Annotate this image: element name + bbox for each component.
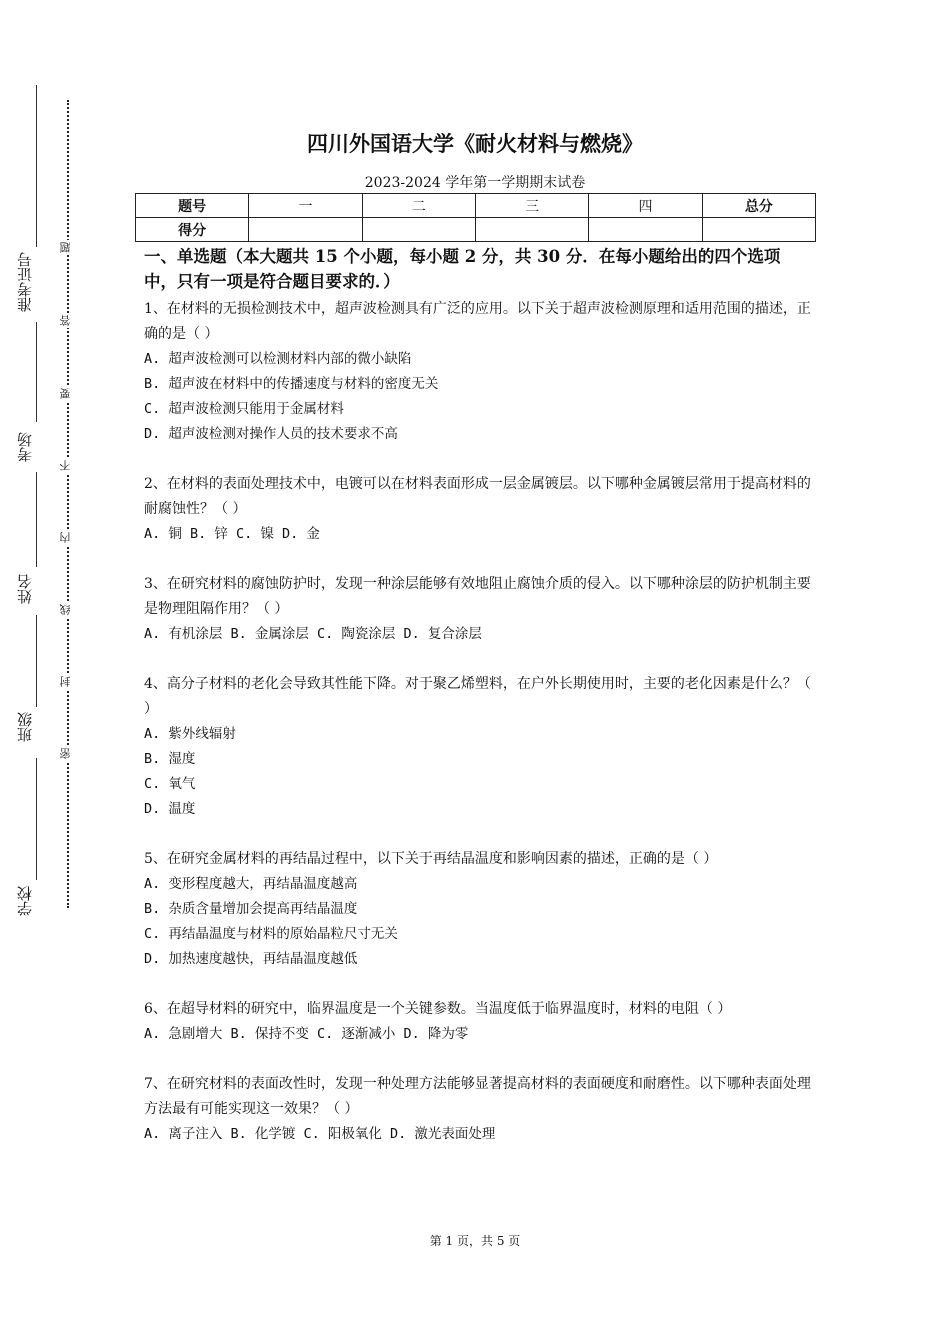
score-table-score-row — [136, 218, 816, 242]
question-stem: 7、在研究材料的表面改性时，发现一种处理方法能够显著提高材料的表面硬度和耐磨性。以下哪种表面处理方法最有可能实现这一效果？（ ） — [144, 1076, 811, 1117]
score-entry-cell[interactable] — [702, 218, 815, 242]
exam-room-label: 考场 — [16, 432, 34, 462]
score-table — [135, 193, 816, 242]
seal-char: 密 — [59, 748, 72, 759]
question-stem: 3、在研究材料的腐蚀防护时，发现一种涂层能够有效地阻止腐蚀介质的侵入。以下哪种涂层的防护机制主要是物理阻隔作用？（ ） — [144, 576, 811, 617]
question-option: A. 有机涂层 B. 金属涂层 C. 陶瓷涂层 D. 复合涂层 — [144, 626, 482, 642]
exam-id-label: 准考证号 — [16, 252, 34, 312]
question-1 — [144, 297, 812, 447]
class-label: 班级 — [16, 712, 34, 742]
question-5 — [144, 847, 812, 972]
exam-title: 四川外国语大学《耐火材料与燃烧》 — [307, 132, 643, 156]
exam-subtitle: 2023-2024 学年第一学期期末试卷 — [364, 175, 586, 191]
question-option: C. 再结晶温度与材料的原始晶粒尺寸无关 — [144, 926, 398, 942]
question-2 — [144, 472, 812, 547]
question-stem: 4、高分子材料的老化会导致其性能下降。对于聚乙烯塑料，在户外长期使用时，主要的老化因素是什么？（ ） — [144, 676, 811, 717]
score-table-header-row — [136, 194, 816, 218]
score-table-cell: 题号 — [136, 194, 249, 218]
exam-id-underline — [36, 85, 37, 247]
question-option: A. 超声波检测可以检测材料内部的微小缺陷 — [144, 351, 412, 367]
question-option: A. 变形程度越大，再结晶温度越高 — [144, 876, 358, 892]
question-option: A. 离子注入 B. 化学镀 C. 阳极氧化 D. 激光表面处理 — [144, 1126, 496, 1142]
school-underline — [36, 758, 37, 880]
seal-char: 内 — [59, 532, 72, 543]
question-option: D. 温度 — [144, 801, 196, 817]
question-option: C. 氧气 — [144, 776, 196, 792]
question-stem: 2、在材料的表面处理技术中，电镀可以在材料表面形成一层金属镀层。以下哪种金属镀层常用于提高材料的耐腐蚀性？（ ） — [144, 476, 811, 517]
question-stem: 6、在超导材料的研究中，临界温度是一个关键参数。当温度低于临界温度时，材料的电阻（ ） — [144, 1001, 732, 1017]
question-stem: 5、在研究金属材料的再结晶过程中，以下关于再结晶温度和影响因素的描述，正确的是（ ） — [144, 851, 718, 867]
section-heading: 一、单选题（本大题共 15 个小题，每小题 2 分，共 30 分．在每小题给出的四个选项中，只有一项是符合题目要求的．） — [144, 247, 781, 291]
seal-char: 题 — [59, 242, 72, 253]
question-3 — [144, 572, 812, 647]
seal-char: 不 — [59, 460, 72, 471]
seal-char: 线 — [59, 604, 72, 615]
score-table-cell: 四 — [589, 194, 702, 218]
score-entry-cell[interactable] — [589, 218, 702, 242]
question-option: B. 杂质含量增加会提高再结晶温度 — [144, 901, 358, 917]
name-underline — [36, 472, 37, 567]
school-label: 学校 — [16, 886, 34, 916]
page-number: 第 1 页，共 5 页 — [429, 1234, 521, 1248]
score-table-cell: 三 — [475, 194, 588, 218]
score-table-cell: 总分 — [702, 194, 815, 218]
question-6 — [144, 997, 812, 1047]
question-option: C. 超声波检测只能用于金属材料 — [144, 401, 344, 417]
score-entry-cell[interactable] — [362, 218, 475, 242]
score-table-cell: 二 — [362, 194, 475, 218]
score-entry-cell[interactable] — [249, 218, 362, 242]
question-option: A. 铜 B. 锌 C. 镍 D. 金 — [144, 526, 320, 542]
question-option: D. 超声波检测对操作人员的技术要求不高 — [144, 426, 398, 442]
question-stem: 1、在材料的无损检测技术中，超声波检测具有广泛的应用。以下关于超声波检测原理和适用范围的描述，正确的是（ ） — [144, 301, 811, 342]
seal-char: 封 — [59, 676, 72, 687]
seal-char: 答 — [59, 315, 72, 326]
name-label: 姓名 — [16, 574, 34, 604]
question-option: B. 湿度 — [144, 751, 196, 767]
question-option: A. 紫外线辐射 — [144, 726, 236, 742]
question-option: A. 急剧增大 B. 保持不变 C. 逐渐减小 D. 降为零 — [144, 1026, 469, 1042]
question-7 — [144, 1072, 812, 1147]
seal-char: 要 — [59, 388, 72, 399]
class-underline — [36, 615, 37, 707]
question-4 — [144, 672, 812, 822]
score-table-cell: 得分 — [136, 218, 249, 242]
score-entry-cell[interactable] — [475, 218, 588, 242]
score-table-cell: 一 — [249, 194, 362, 218]
exam-content — [144, 244, 812, 1172]
question-option: D. 加热速度越快，再结晶温度越低 — [144, 951, 358, 967]
exam-room-underline — [36, 322, 37, 422]
question-option: B. 超声波在材料中的传播速度与材料的密度无关 — [144, 376, 439, 392]
seal-dotted-line — [67, 100, 69, 908]
